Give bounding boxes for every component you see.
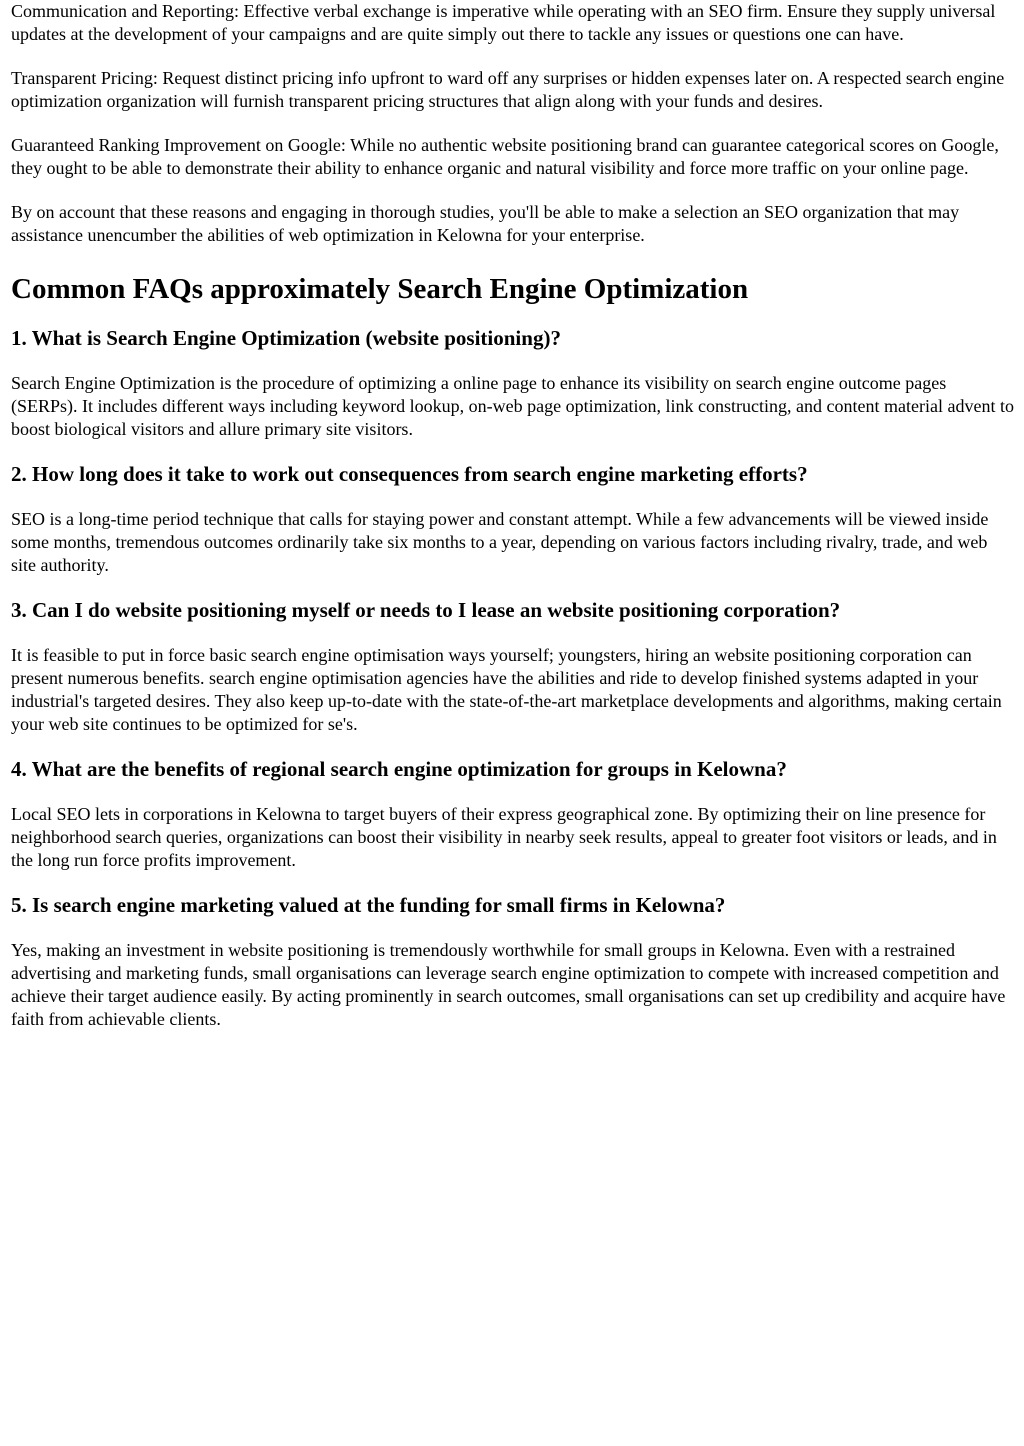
faq-question: 2. How long does it take to work out consequences from search engine marketing efforts? (11, 462, 808, 486)
faq-item (11, 597, 1014, 736)
intro-paragraph-ranking: Guaranteed Ranking Improvement on Google: While no authentic website positioning brand can guarantee categorical scores on Google, they ought to be able to demonstrate their ability to enhance organic and natural visibility and force more traffic on your online page. (11, 135, 999, 178)
intro-paragraph-pricing: Transparent Pricing: Request distinct pricing info upfront to ward off any surprises or hidden expenses later on. A respected search engine optimization organization will furnish transparent pricing structures that align along with your funds and desires. (11, 68, 1005, 111)
faq-question: 1. What is Search Engine Optimization (website positioning)? (11, 326, 561, 350)
faq-answer: Local SEO lets in corporations in Kelowna to target buyers of their express geographical zone. By optimizing their on line presence for neighborhood search queries, organizations can boost their visibility in nearby seek results, appeal to greater foot visitors or leads, and in the long run force profits improvement. (11, 804, 997, 870)
intro-paragraph-conclusion: By on account that these reasons and engaging in thorough studies, you'll be able to make a selection an SEO organization that may assistance unencumber the abilities of web optimization in Kelowna for your enterprise. (11, 202, 960, 245)
faq-answer: Yes, making an investment in website positioning is tremendously worthwhile for small groups in Kelowna. Even with a restrained advertising and marketing funds, small organisations can leverage search engine optimization to compete with increased competition and achieve their target audience easily. By acting prominently in search outcomes, small organisations can set up credibility and acquire have faith from achievable clients. (11, 940, 1006, 1029)
faq-item (11, 756, 1014, 872)
faq-item (11, 461, 1014, 577)
faq-question: 5. Is search engine marketing valued at the funding for small firms in Kelowna? (11, 893, 726, 917)
faq-answer: It is feasible to put in force basic search engine optimisation ways yourself; youngsters, hiring an website positioning corporation can present numerous benefits. search engine optimisation agencies have the abilities and ride to develop finished systems adapted in your industrial's targeted desires. They also keep up-to-date with the state-of-the-art marketplace developments and algorithms, making certain your web site continues to be optimized for se's. (11, 645, 1002, 734)
faq-answer: SEO is a long-time period technique that calls for staying power and constant attempt. While a few advancements will be viewed inside some months, tremendous outcomes ordinarily take six months to a year, depending on various factors including rivalry, trade, and web site authority. (11, 509, 989, 575)
faq-item (11, 892, 1014, 1031)
intro-paragraph-communication: Communication and Reporting: Effective verbal exchange is imperative while operating with an SEO firm. Ensure they supply universal updates at the development of your campaigns and are quite simply out there to tackle any issues or questions one can have. (11, 1, 996, 44)
faq-item (11, 325, 1014, 441)
intro-section (11, 0, 1014, 247)
faq-question: 4. What are the benefits of regional search engine optimization for groups in Kelowna? (11, 757, 787, 781)
faq-question: 3. Can I do website positioning myself or needs to I lease an website positioning corporation? (11, 598, 841, 622)
faq-answer: Search Engine Optimization is the procedure of optimizing a online page to enhance its visibility on search engine outcome pages (SERPs). It includes different ways including keyword lookup, on-web page optimization, link constructing, and content material advent to boost biological visitors and allure primary site visitors. (11, 373, 1014, 439)
faq-heading: Common FAQs approximately Search Engine Optimization (11, 273, 749, 305)
faq-section (11, 325, 1014, 1031)
